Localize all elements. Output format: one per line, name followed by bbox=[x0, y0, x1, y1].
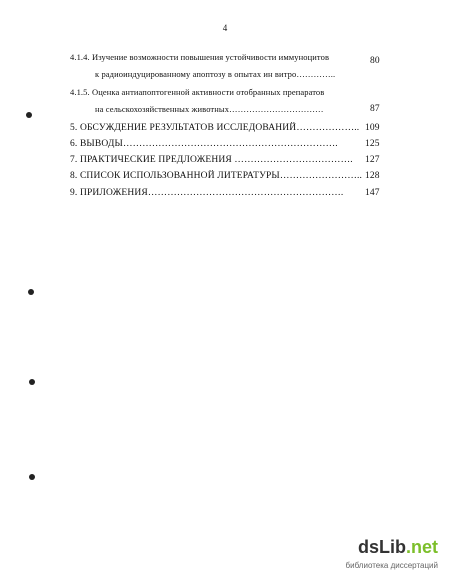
page-number: 4 bbox=[222, 23, 228, 33]
toc-entry-5: 5. ОБСУЖДЕНИЕ РЕЗУЛЬТАТОВ ИССЛЕДОВАНИЙ……………….. bbox=[70, 123, 360, 133]
toc-entry-4-1-4-line2: к радиоиндуцированному апоптозу в опытах ин витро………….. bbox=[95, 69, 336, 79]
toc-entry-7: 7. ПРАКТИЧЕСКИЕ ПРЕДЛОЖЕНИЯ ………………………………. bbox=[70, 155, 353, 165]
toc-entry-4-1-5-line1: 4.1.5. Оценка антиапоптогенной активности отобранных препаратов bbox=[70, 87, 325, 97]
toc-page-ref: 87 bbox=[370, 104, 380, 114]
toc-page-ref: 127 bbox=[365, 155, 380, 165]
dslib-subtitle: библиотека диссертаций bbox=[345, 561, 438, 570]
toc-entry-4-1-4-line1: 4.1.4. Изучение возможности повышения устойчивости иммуноцитов bbox=[70, 52, 330, 62]
toc-page-ref: 109 bbox=[365, 123, 380, 133]
punch-hole bbox=[28, 289, 34, 295]
toc-entry-6: 6. ВЫВОДЫ…………………………………………………………. bbox=[70, 139, 338, 149]
toc-entry-8: 8. СПИСОК ИСПОЛЬЗОВАННОЙ ЛИТЕРАТУРЫ…………………….. bbox=[70, 171, 363, 181]
toc-page-ref: 125 bbox=[365, 139, 380, 149]
toc-page-ref: 128 bbox=[365, 171, 380, 181]
toc-page-ref: 147 bbox=[365, 188, 380, 198]
punch-hole bbox=[29, 474, 35, 480]
punch-hole bbox=[26, 112, 32, 118]
toc-entry-4-1-5-line2: на сельскохозяйственных животных…………………………… bbox=[95, 104, 324, 114]
punch-hole bbox=[29, 379, 35, 385]
dslib-watermark bbox=[342, 537, 438, 577]
toc-page-ref: 80 bbox=[370, 56, 380, 66]
toc-entry-9: 9. ПРИЛОЖЕНИЯ……………………………………………………. bbox=[70, 188, 344, 198]
dslib-logo: dsLib.net bbox=[357, 537, 438, 557]
